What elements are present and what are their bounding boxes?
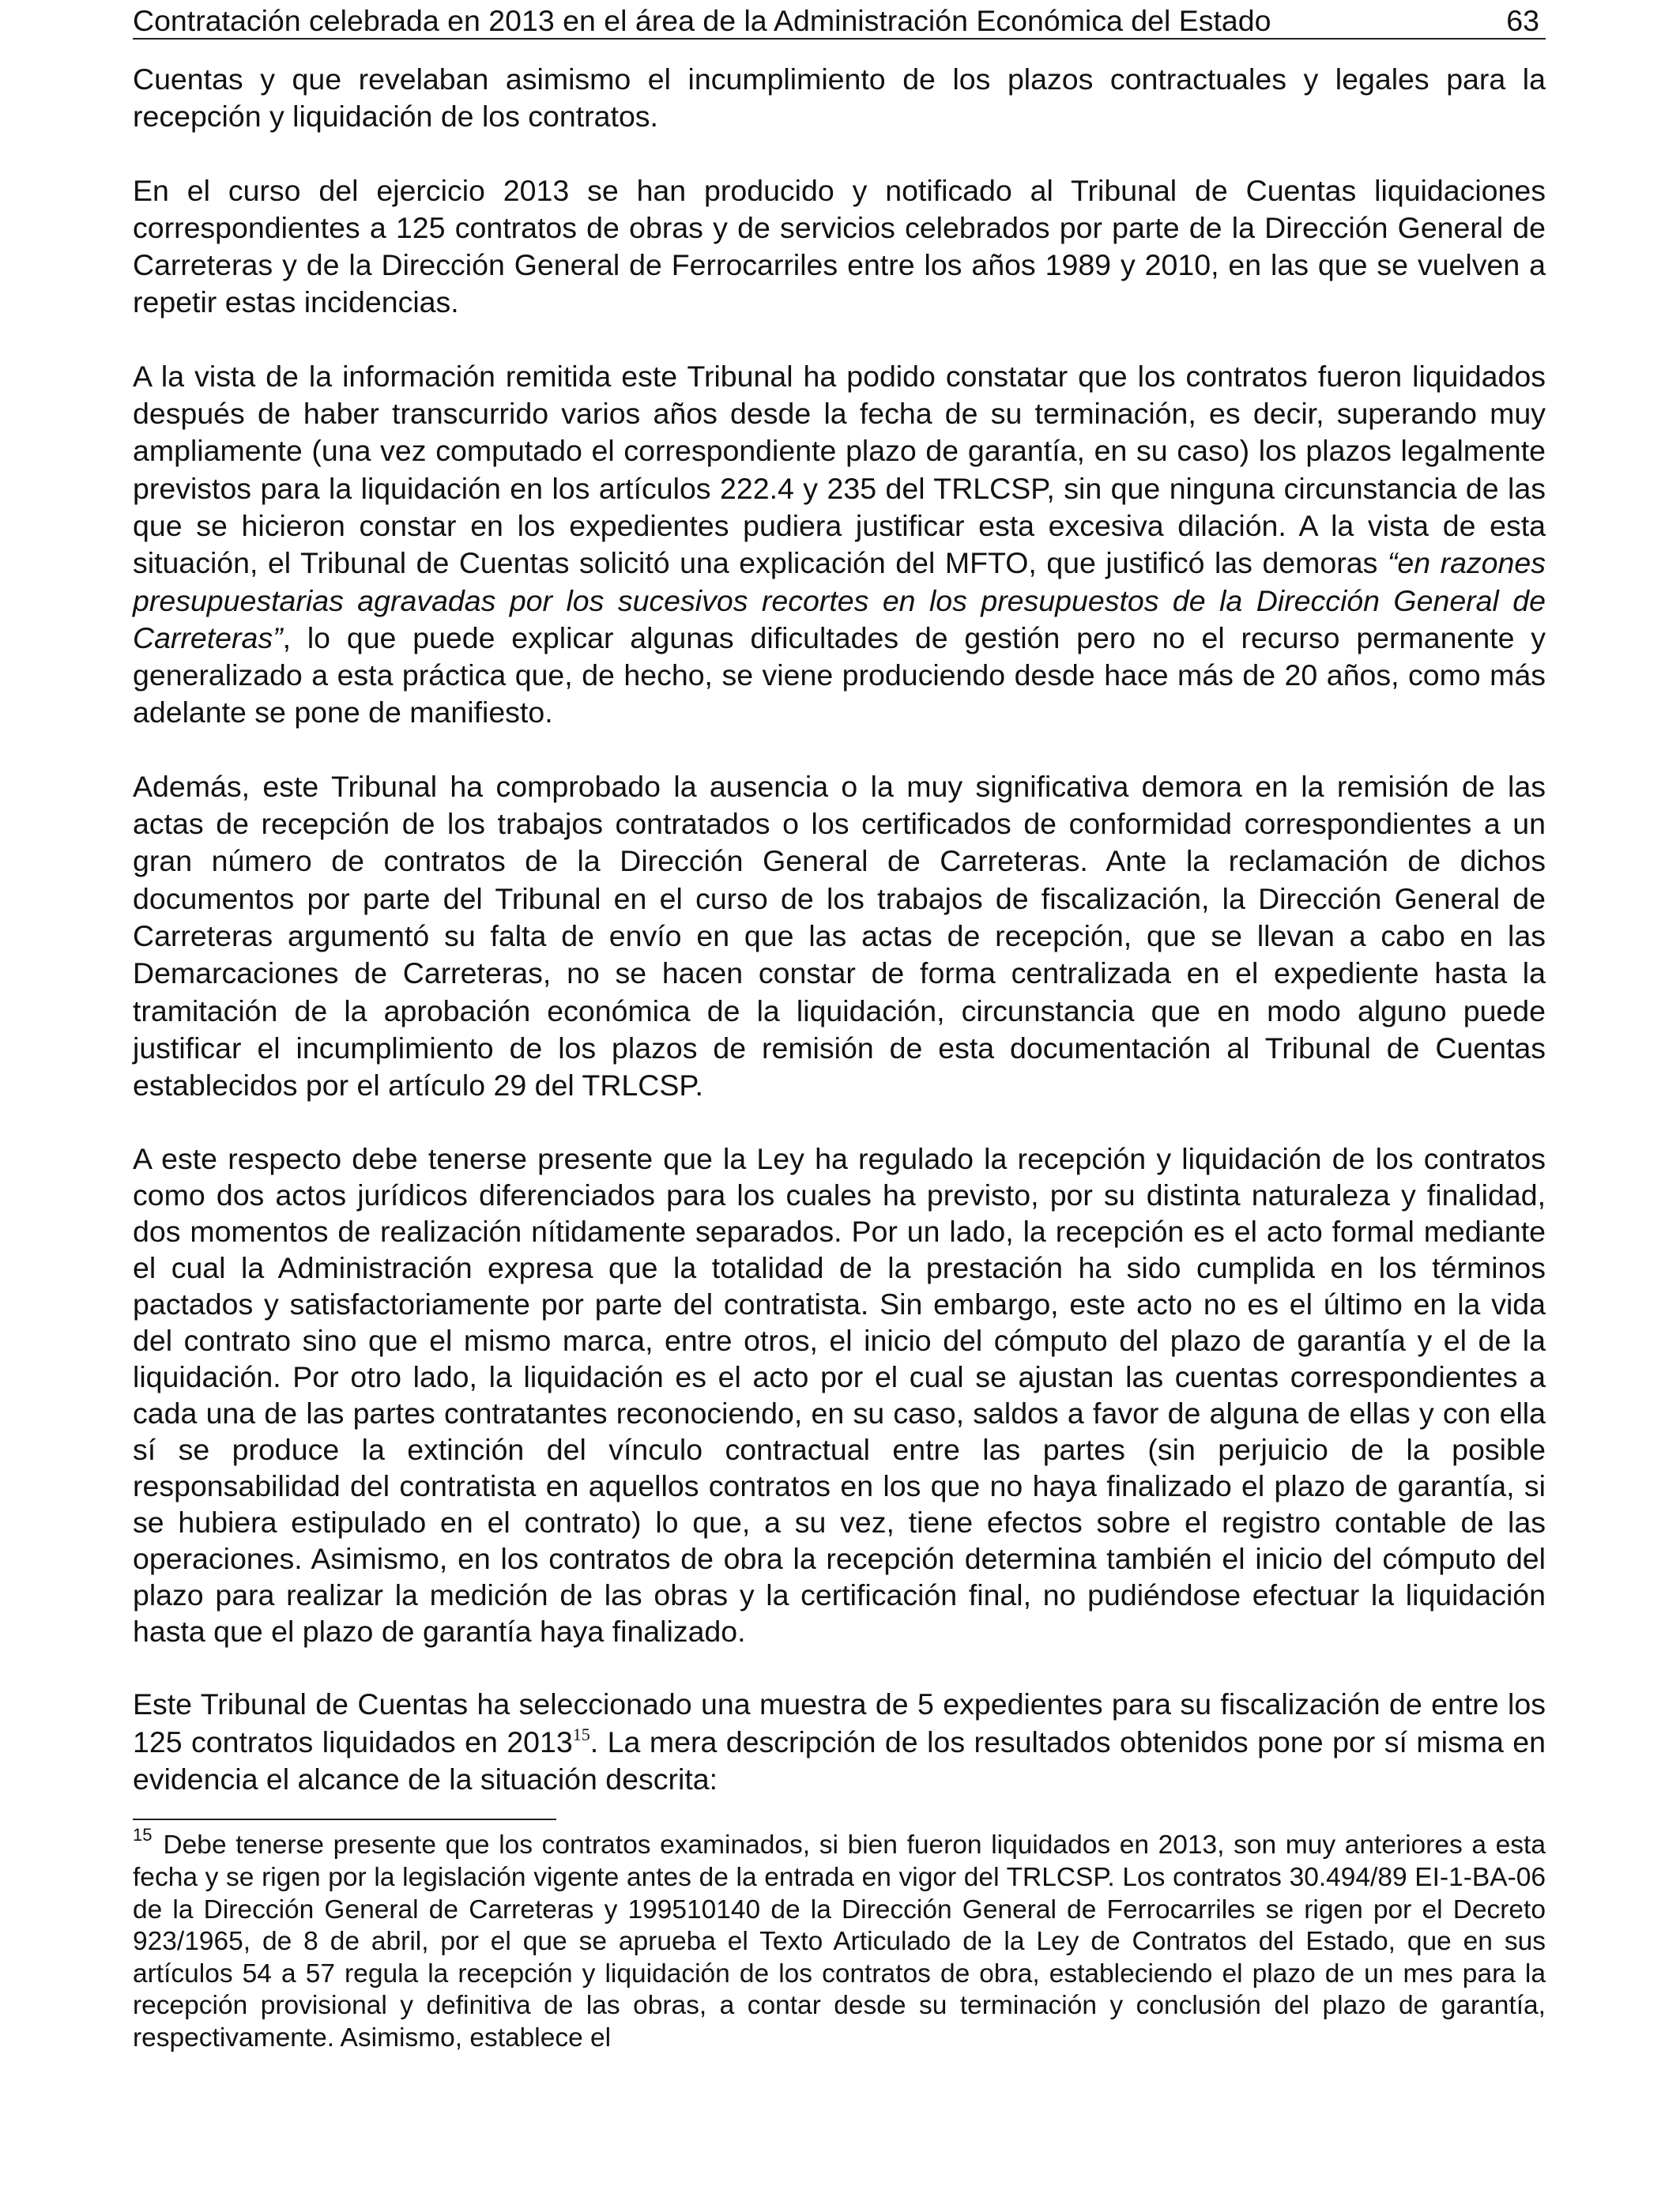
paragraph-5: A este respecto debe tenerse presente que la Ley ha regulado la recepción y liquidación de los contratos como dos actos jurídicos diferenciados para los cuales ha previsto, por su distinta naturaleza y finalidad, dos momentos de realización nítidamente separados. Por un lado, la recepción es el acto formal mediante el cual la Administración expresa que la totalidad de la prestación ha sido cumplida en los términos pactados y satisfactoriamente por parte del contratista. Sin embargo, este acto no es el último en la vida del contrato sino que el mismo marca, entre otros, el inicio del cómputo del plazo de garantía y el de la liquidación. Por otro lado, la liquidación es el acto por el cual se ajustan las cuentas correspondientes a cada una de las partes contratantes reconociendo, en su caso, saldos a favor de alguna de ellas y con ella sí se produce la extinción del vínculo contractual entre las partes (sin perjuicio de la posible responsabilidad del contratista en aquellos contratos en los que no haya finalizado el plazo de garantía, si se hubiera estipulado en el contrato) lo que, a su vez, tiene efectos sobre el registro contable de las operaciones. Asimismo, en los contratos de obra la recepción determina también el inicio del cómputo del plazo para realizar la medición de las obras y la certificación final, no pudiéndose efectuar la liquidación hasta que el plazo de garantía haya finalizado. <box>133 1142 1546 1649</box>
footnote-text: Debe tenerse presente que los contratos examinados, si bien fueron liquidados en 2013, son muy anteriores a esta fecha y se rigen por la legislación vigente antes de la entrada en vigor del TRLCSP. Los contratos 30.494/89 EI-1-BA-06 de la Dirección General de Carreteras y 199510140 de la Dirección General de Ferrocarriles se rigen por el Decreto 923/1965, de 8 de abril, por el que se aprueba el Texto Articulado de la Ley de Contratos del Estado, que en sus artículos 54 a 57 regula la recepción y liquidación de los contratos de obra, estableciendo el plazo de un mes para la recepción provisional y definitiva de las obras, a contar desde su terminación y conclusión del plazo de garantía, respectivamente. Asimismo, establece el <box>133 1830 1546 2053</box>
footnote-separator <box>133 1819 556 1820</box>
paragraph-3-text-a: A la vista de la información remitida este Tribunal ha podido constatar que los contratos fueron liquidados después de haber transcurrido varios años desde la fecha de su terminación, es decir, superando muy ampliamente (una vez computado el correspondiente plazo de garantía, en su caso) los plazos legalmente previstos para la liquidación en los artículos 222.4 y 235 del TRLCSP, sin que ninguna circunstancia de las que se hicieron constar en los expedientes pudiera justificar esta excesiva dilación. A la vista de esta situación, el Tribunal de Cuentas solicitó una explicación del MFTO, que justificó las demoras <box>133 359 1546 580</box>
paragraph-3 <box>133 358 1546 732</box>
paragraph-1: Cuentas y que revelaban asimismo el incumplimiento de los plazos contractuales y legales para la recepción y liquidación de los contratos. <box>133 62 1546 134</box>
paragraph-6-text-a: Este Tribunal de Cuentas ha seleccionado una muestra de 5 expedientes para su fiscalización de entre los 125 contratos liquidados en 2013 <box>133 1687 1546 1759</box>
running-header <box>133 3 1546 40</box>
footnote <box>133 1825 1546 2054</box>
footnote-marker: 15 <box>133 1825 153 1845</box>
body-text <box>133 61 1546 1798</box>
paragraph-3-quote: “en razones presupuestarias agravadas por los sucesivos recortes en los presupuestos de la Dirección General de Carreteras” <box>133 546 1546 654</box>
paragraph-3-text-b: , lo que puede explicar algunas dificultades de gestión pero no el recurso permanente y generalizado a esta práctica que, de hecho, se viene produciendo desde hace más de 20 años, como más adelante se pone de manifiesto. <box>133 620 1546 729</box>
paragraph-6-text-b: . La mera descripción de los resultados obtenidos pone por sí misma en evidencia el alcance de la situación descrita: <box>133 1725 1546 1796</box>
page-number: 63 <box>1506 4 1539 37</box>
paragraph-2: En el curso del ejercicio 2013 se han producido y notificado al Tribunal de Cuentas liquidaciones correspondientes a 125 contratos de obras y de servicios celebrados por parte de la Dirección General de Carreteras y de la Dirección General de Ferrocarriles entre los años 1989 y 2010, en las que se vuelven a repetir estas incidencias. <box>133 173 1546 319</box>
document-page <box>133 0 1546 2054</box>
paragraph-4: Además, este Tribunal ha comprobado la ausencia o la muy significativa demora en la remisión de las actas de recepción de los trabajos contratados o los certificados de conformidad correspondientes a un gran número de contratos de la Dirección General de Carreteras. Ante la reclamación de dichos documentos por parte del Tribunal en el curso de los trabajos de fiscalización, la Dirección General de Carreteras argumentó su falta de envío en que las actas de recepción, que se llevan a cabo en las Demarcaciones de Carreteras, no se hacen constar de forma centralizada en el expediente hasta la tramitación de la aprobación económica de la liquidación, circunstancia que en modo alguno puede justificar el incumplimiento de los plazos de remisión de esta documentación al Tribunal de Cuentas establecidos por el artículo 29 del TRLCSP. <box>133 769 1546 1103</box>
footnote-reference[interactable]: 15 <box>572 1724 590 1744</box>
paragraph-6 <box>133 1686 1546 1798</box>
header-title: Contratación celebrada en 2013 en el área de la Administración Económica del Estado <box>133 4 1271 37</box>
